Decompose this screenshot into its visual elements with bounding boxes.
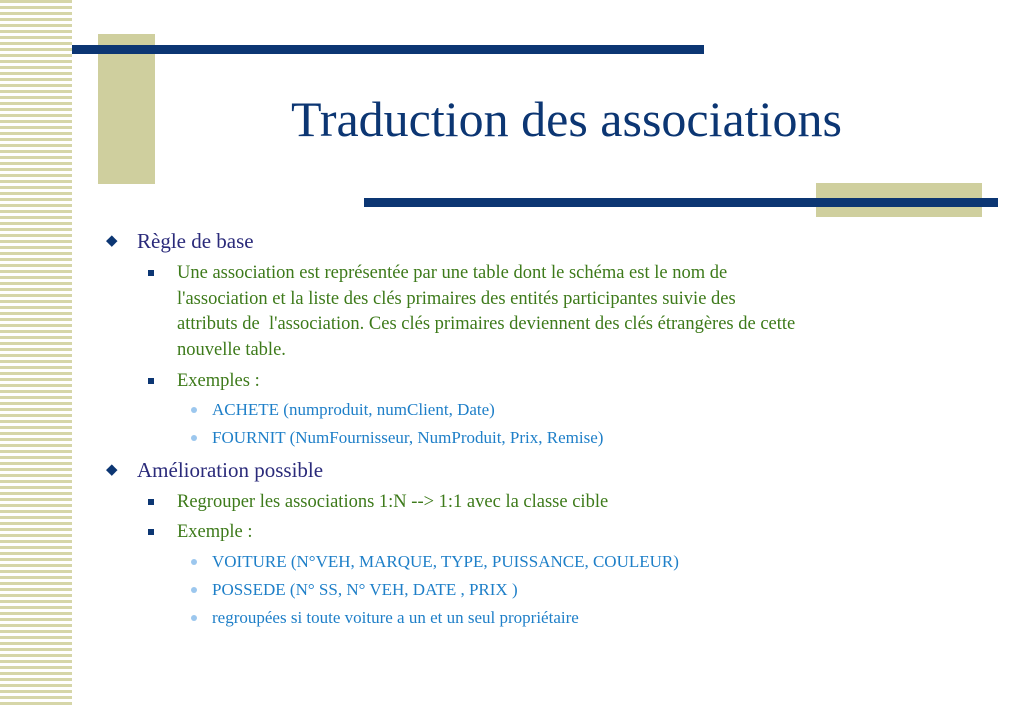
circle-bullet-icon: [191, 559, 197, 565]
sub-bullet: [212, 427, 603, 449]
point-text: [177, 263, 795, 360]
point-text-line-3: attributs de l'association. Ces clés primaires deviennent des clés étrangères de cette: [177, 314, 796, 334]
section-heading-label: Règle de base: [137, 229, 254, 253]
sub-bullet-text: VOITURE (N°VEH, MARQUE, TYPE, PUISSANCE, COULEUR): [212, 552, 679, 571]
diamond-bullet-icon: ◆: [106, 233, 118, 249]
sub-bullet: [212, 607, 579, 629]
slide-title: Traduction des associations: [291, 91, 842, 147]
sub-bullet: [212, 579, 518, 601]
point-text: Exemples :: [177, 371, 260, 391]
sub-bullet: [212, 399, 495, 421]
square-bullet-icon: [148, 378, 154, 384]
square-bullet-icon: [148, 270, 154, 276]
diamond-bullet-icon: ◆: [106, 462, 118, 478]
section-heading-label: Amélioration possible: [137, 458, 324, 482]
bullet-point: [177, 490, 977, 516]
sub-bullet-text: regroupées si toute voiture a un et un seul propriétaire: [212, 608, 579, 627]
bullet-point: [177, 261, 977, 363]
bullet-point: [177, 369, 977, 395]
circle-bullet-icon: [191, 435, 197, 441]
sub-bullet: [212, 551, 679, 573]
circle-bullet-icon: [191, 587, 197, 593]
square-bullet-icon: [148, 499, 154, 505]
point-text: Regrouper les associations 1:N --> 1:1 avec la classe cible: [177, 492, 609, 512]
point-text: Exemple :: [177, 522, 253, 542]
sub-bullet-text: ACHETE (numproduit, numClient, Date): [212, 400, 495, 419]
point-text-line-2: l'association et la liste des clés primaires des entités participantes suivie des: [177, 288, 736, 309]
circle-bullet-icon: [191, 407, 197, 413]
section-heading-improvement: [106, 457, 324, 483]
sub-bullet-text: FOURNIT (NumFournisseur, NumProduit, Prix, Remise): [212, 428, 604, 447]
point-text-line-4: nouvelle table.: [177, 339, 286, 360]
section-heading-rule: [106, 228, 254, 254]
square-bullet-icon: [148, 529, 154, 535]
sub-bullet-text: POSSEDE (N° SS, N° VEH, DATE , PRIX ): [212, 580, 518, 599]
bullet-point: [177, 520, 977, 546]
circle-bullet-icon: [191, 615, 197, 621]
point-text-line-1: Une association est représentée par une table dont le schéma est le nom de: [177, 263, 728, 283]
